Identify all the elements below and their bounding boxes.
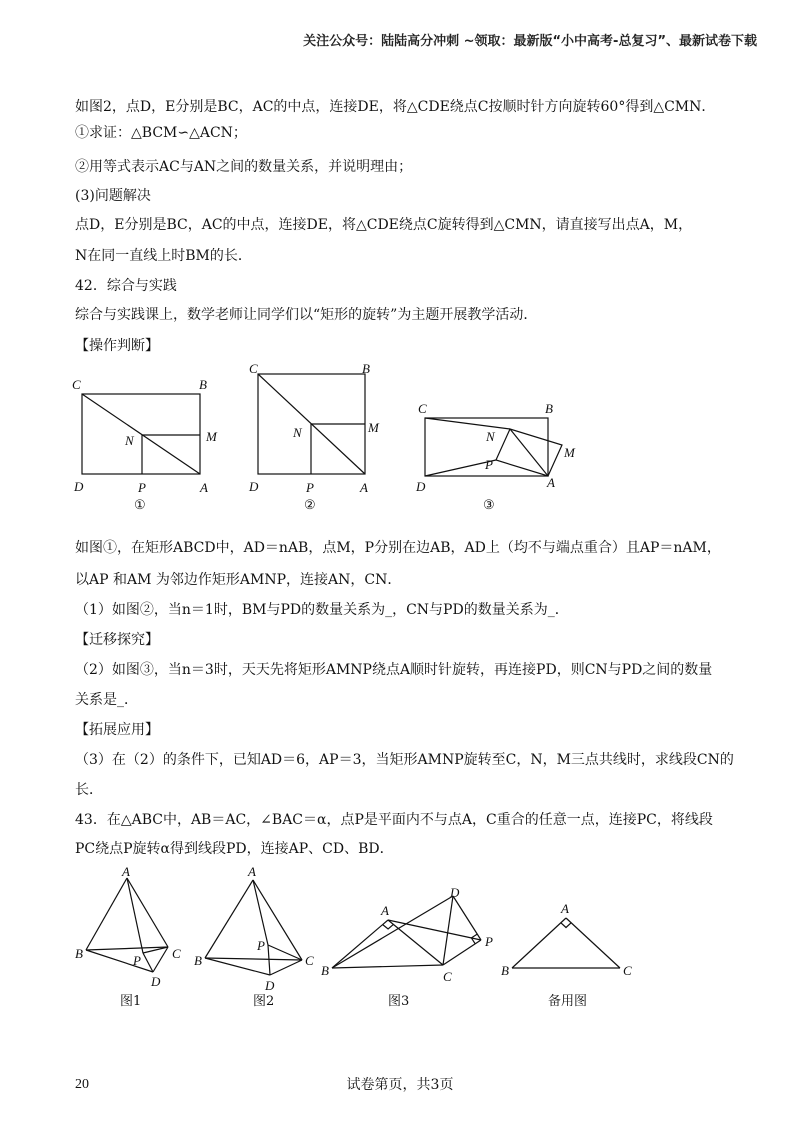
figure-operation-2 xyxy=(248,361,380,513)
header-notice: 关注公众号：陆陆高分冲刺 ~领取：最新版“小中高考-总复习”、最新试卷下载 xyxy=(303,34,757,49)
segment-pc xyxy=(443,940,481,965)
point-label-d: D xyxy=(74,479,84,494)
point-label-n: N xyxy=(486,429,495,444)
segment-ac xyxy=(388,920,443,965)
page-info: 试卷第页，共3页 xyxy=(346,1077,454,1093)
segment-ab xyxy=(205,880,253,958)
point-label-a: A xyxy=(122,864,130,879)
segment-dc xyxy=(443,896,453,965)
p41-line-4: (3)问题解决 xyxy=(75,188,151,204)
point-label-p: P xyxy=(306,480,314,495)
point-label-p: P xyxy=(485,457,493,472)
p42-heading: 42．综合与实践 xyxy=(75,278,177,294)
point-label-b: B xyxy=(75,946,83,961)
point-label-b: B xyxy=(501,963,509,978)
point-label-b: B xyxy=(199,377,207,392)
point-label-b: B xyxy=(362,361,370,376)
point-label-m: M xyxy=(206,429,217,444)
point-label-a: A xyxy=(360,480,368,495)
segment-bc xyxy=(205,958,302,960)
p41-line-6: N在同一直线上时BM的长． xyxy=(75,248,252,264)
point-label-p: P xyxy=(485,934,493,949)
figure-caption: 图3 xyxy=(388,994,410,1009)
point-label-a: A xyxy=(381,903,389,918)
figure-caption: 图1 xyxy=(120,994,142,1009)
page-number: 20 xyxy=(75,1077,89,1092)
p42-question-3-line-1: （3）在（2）的条件下，已知AD＝6，AP＝3，当矩形AMNP旋转至C，N，M三点共线时，求线段CN的 xyxy=(75,752,734,768)
p42-operation-text-2: 以AP 和AM 为邻边作矩形AMNP，连接AN，CN． xyxy=(75,572,402,588)
p41-line-2: ①求证：△BCM∽△ACN； xyxy=(75,125,247,141)
figure-caption: ② xyxy=(304,498,316,513)
p42-transfer-heading: 【迁移探究】 xyxy=(75,632,159,648)
point-label-p: P xyxy=(138,480,146,495)
p41-line-3: ②用等式表示AC与AN之间的数量关系，并说明理由； xyxy=(75,159,413,175)
figure-caption: ③ xyxy=(483,498,495,513)
point-label-d: D xyxy=(249,479,259,494)
point-label-a: A xyxy=(561,901,569,916)
segment-ac xyxy=(127,878,168,947)
point-label-p: P xyxy=(257,938,265,953)
point-label-c: C xyxy=(623,963,632,978)
p43-text-2: PC绕点P旋转α得到线段PD，连接AP、CD、BD． xyxy=(75,841,394,857)
point-label-m: M xyxy=(564,445,575,460)
point-label-a: A xyxy=(248,864,256,879)
point-label-n: N xyxy=(125,433,134,448)
figure-p43-1 xyxy=(75,864,181,1009)
point-label-c: C xyxy=(172,946,181,961)
segment-cd xyxy=(153,947,168,972)
figure-operation-3 xyxy=(415,401,576,513)
point-label-c: C xyxy=(249,361,258,376)
point-label-c: C xyxy=(305,953,314,968)
segment-cn xyxy=(425,418,510,429)
p42-question-1: （1）如图②，当n＝1时，BM与PD的数量关系为_，CN与PD的数量关系为_． xyxy=(75,602,569,618)
segment-an xyxy=(510,429,548,476)
point-label-p: P xyxy=(133,953,141,968)
figure-p43-3 xyxy=(321,885,493,1009)
segment-ca xyxy=(82,394,200,474)
p42-intro: 综合与实践课上，数学老师让同学们以“矩形的旋转”为主题开展教学活动． xyxy=(75,307,538,323)
point-label-b: B xyxy=(194,953,202,968)
segment-bc xyxy=(332,965,443,968)
figure-operation-1 xyxy=(72,377,218,513)
figure-caption: 备用图 xyxy=(548,994,588,1009)
point-label-c: C xyxy=(443,969,452,984)
figure-p43-spare xyxy=(501,901,632,1009)
figure-caption: ① xyxy=(134,498,146,513)
segment-ab xyxy=(86,878,127,950)
point-label-c: C xyxy=(72,377,81,392)
segment-ab xyxy=(332,920,388,968)
point-label-m: M xyxy=(368,420,379,435)
p41-line-1: 如图2，点D，E分别是BC，AC的中点，连接DE，将△CDE绕点C按顺时针方向旋转60°得到△CMN． xyxy=(75,99,716,115)
segment-cd xyxy=(270,960,302,975)
segment-ap xyxy=(253,880,268,945)
segment-bd xyxy=(205,958,270,975)
point-label-a: A xyxy=(547,475,555,490)
point-label-b: B xyxy=(545,401,553,416)
point-label-d: D xyxy=(151,974,161,989)
right-angle-mark-a xyxy=(561,923,571,928)
figure-p43-2 xyxy=(194,864,314,1009)
segment-ap xyxy=(388,920,481,940)
p42-operation-text-1: 如图①，在矩形ABCD中，AD＝nAB，点M，P分别在边AB，AD上（均不与端点重合）且AP＝nAM， xyxy=(75,540,721,556)
segment-bd xyxy=(332,896,453,968)
p42-extension-heading: 【拓展应用】 xyxy=(75,722,159,738)
point-label-c: C xyxy=(418,401,427,416)
p42-question-2-line-1: （2）如图③，当n＝3时，天天先将矩形AMNP绕点A顺时针旋转，再连接PD，则CN与PD之间的数量 xyxy=(75,662,713,678)
segment-ab xyxy=(512,918,566,968)
p41-line-5: 点D，E分别是BC，AC的中点，连接DE，将△CDE绕点C旋转得到△CMN，请直接写出点A，M， xyxy=(75,217,693,233)
right-angle-mark-a xyxy=(383,924,394,929)
point-label-a: A xyxy=(200,480,208,495)
figure-caption: 图2 xyxy=(253,994,275,1009)
point-label-n: N xyxy=(293,425,302,440)
segment-pd xyxy=(268,945,270,975)
segment-ap xyxy=(127,878,143,953)
segment-dp xyxy=(453,896,481,940)
segment-ac xyxy=(566,918,620,968)
p42-question-2-line-2: 关系是_． xyxy=(75,692,138,708)
p42-question-3-line-2: 长． xyxy=(75,782,103,798)
point-label-d: D xyxy=(450,885,460,900)
point-label-b: B xyxy=(321,963,329,978)
point-label-d: D xyxy=(416,479,426,494)
p43-text-1: 43．在△ABC中，AB＝AC，∠BAC＝α，点P是平面内不与点A，C重合的任意一点，连接PC，将线段 xyxy=(75,812,713,828)
point-label-d: D xyxy=(265,978,275,993)
p42-operation-heading: 【操作判断】 xyxy=(75,338,159,354)
